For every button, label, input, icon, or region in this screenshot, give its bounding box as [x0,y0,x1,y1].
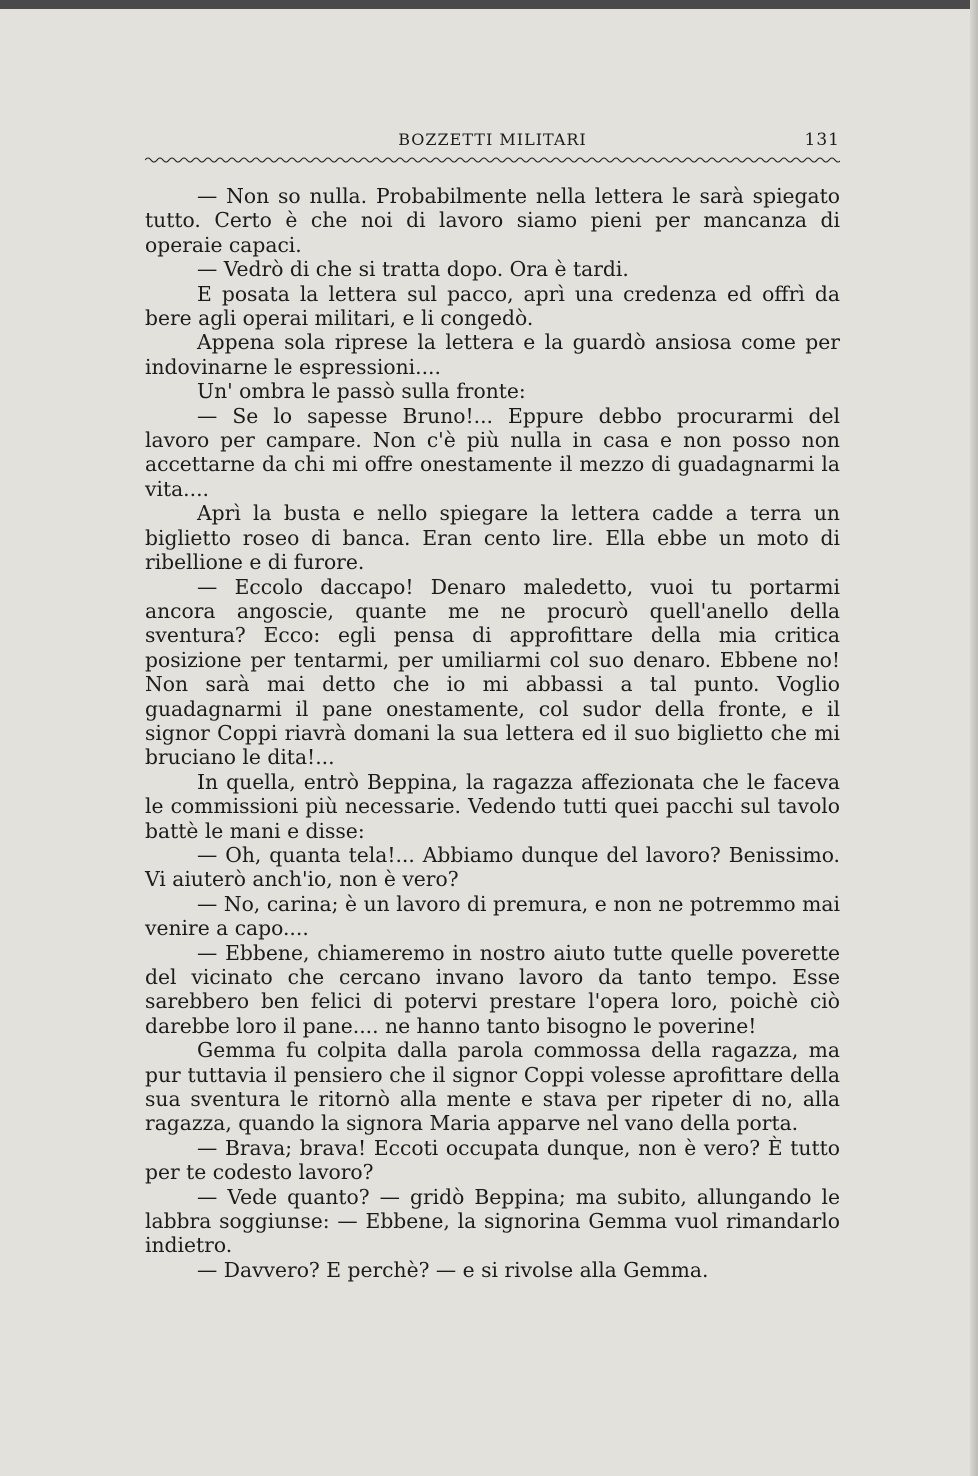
paragraph: — No, carina; è un lavoro di premura, e non ne potremmo mai venire a capo.... [145,891,840,941]
paragraph: — Ebbene, chiameremo in nostro aiuto tutte quelle poverette del vicinato che cercano invano lavoro da tanto tempo. Esse sarebbero ben felici di potervi prestare l'opera loro, poichè ciò darebbe loro il pane.... ne hanno tanto bisogno le poverine! [145,940,840,1038]
paragraph: — Brava; brava! Eccoti occupata dunque, non è vero? È tutto per te codesto lavoro? [145,1135,840,1185]
book-page [145,128,840,1282]
paragraph: — Oh, quanta tela!... Abbiamo dunque del lavoro? Benissimo. Vi aiuterò anch'io, non è vero? [145,842,840,892]
paragraph: E posata la lettera sul pacco, aprì una credenza ed offrì da bere agli operai militari, e li congedò. [145,281,840,331]
paragraph: — Davvero? E perchè? — e si rivolse alla Gemma. [197,1257,709,1282]
paragraph: — Non so nulla. Probabilmente nella lettera le sarà spiegato tutto. Certo è che noi di lavoro siamo pieni per mancanza di operaie capaci. [145,184,840,257]
scan-top-edge [0,0,978,9]
running-title: BOZZETTI MILITARI [398,130,587,149]
scan-right-edge [970,0,978,1476]
paragraph: — Eccolo daccapo! Denaro maledetto, vuoi tu portarmi ancora angoscie, quante me ne procurò quell'anello della sventura? Ecco: egli pensa di approfittare della mia critica posizione per tentarmi, per umiliarmi col suo denaro. Ebbene no! Non sarà mai detto che io mi abbassi a tal punto. Voglio guadagnarmi il pane onestamente, col sudor della fronte, e il signor Coppi riavrà domani la sua lettera ed il suo biglietto che mi bruciano le dita!... [145,574,840,770]
paragraph: — Se lo sapesse Bruno!... Eppure debbo procurarmi del lavoro per campare. Non c'è più nulla in casa e non posso non accettarne da chi mi offre onestamente il mezzo di guadagnarmi la vita.... [145,403,840,501]
paragraph: — Vedrò di che si tratta dopo. Ora è tardi. [197,257,629,282]
paragraph: Appena sola riprese la lettera e la guardò ansiosa come per indovinarne le espressioni.... [145,330,840,379]
paragraph: Un' ombra le passò sulla fronte: [197,379,526,404]
paragraph: Aprì la busta e nello spiegare la lettera cadde a terra un biglietto roseo di banca. Eran cento lire. Ella ebbe un moto di ribellione e di furore. [145,501,840,575]
body-text [145,184,840,1282]
page-number: 131 [804,130,840,150]
paragraph: Gemma fu colpita dalla parola commossa della ragazza, ma pur tuttavia il pensiero che il signor Coppi volesse aprofittare della sua sventura le ritornò alla mente e stava per ripeter di no, alla ragazza, quando la signora Maria apparve nel vano della porta. [145,1038,840,1136]
running-head [145,128,840,154]
paragraph: — Vede quanto? — gridò Beppina; ma subito, allungando le labbra soggiunse: — Ebbene, la signorina Gemma vuol rimandarlo indietro. [145,1184,840,1258]
paragraph: In quella, entrò Beppina, la ragazza affezionata che le faceva le commissioni più necessarie. Vedendo tutti quei pacchi sul tavolo battè le mani e disse: [145,769,840,843]
wavy-rule-ornament [145,154,840,166]
